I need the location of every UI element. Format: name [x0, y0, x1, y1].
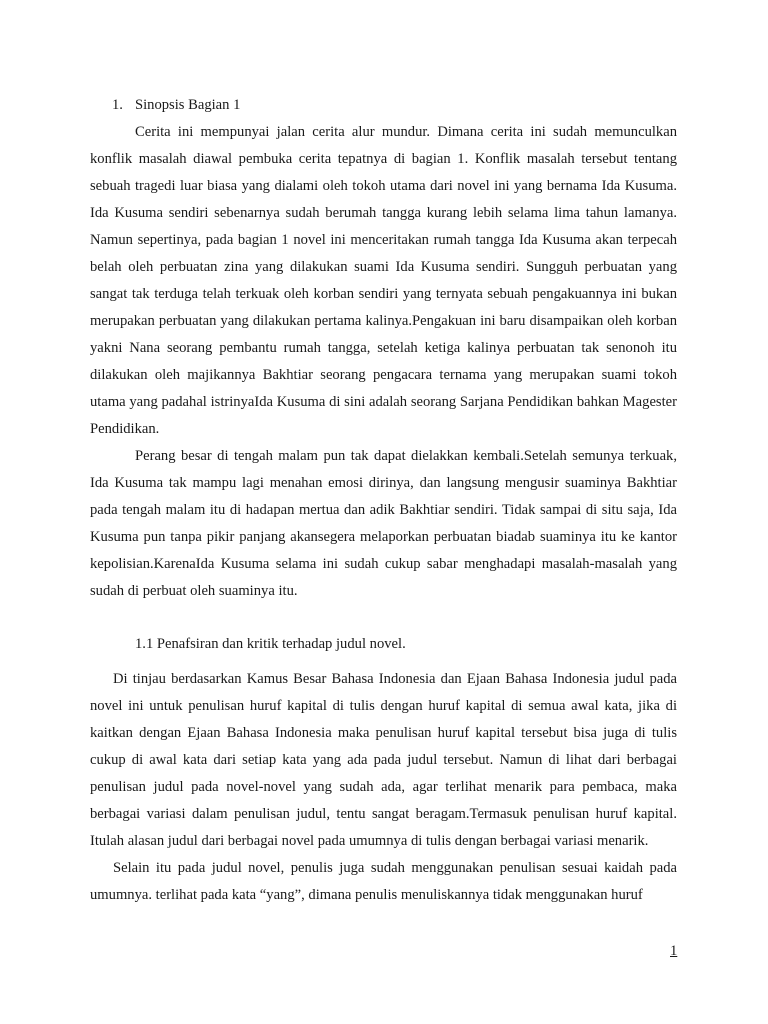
- subsection-heading: 1.1 Penafsiran dan kritik terhadap judul novel.: [135, 636, 406, 652]
- critique-paragraph-2: Selain itu pada judul novel, penulis juga sudah menggunakan penulisan sesuai kaidah pada umumnya. terlihat pada kata “yang”, dimana penulis menuliskannya tidak menggunakan huruf: [90, 860, 677, 903]
- spacer: [90, 658, 677, 666]
- section-heading: [90, 92, 677, 119]
- section-number: 1.: [112, 97, 123, 113]
- page-number: 1: [670, 943, 678, 959]
- critique-paragraph-1: Di tinjau berdasarkan Kamus Besar Bahasa Indonesia dan Ejaan Bahasa Indonesia judul pada novel ini untuk penulisan huruf kapital di tulis dengan huruf kapital di semua awal kata, jika di kaitkan dengan Ejaan Bahasa Indonesia maka penulisan huruf kapital tersebut bisa juga di tulis cukup di awal kata dari setiap kata yang ada pada judul tersebut. Namun di lihat dari berbagai penulisan judul pada novel-novel yang sudah ada, agar terlihat menarik para pembaca, maka berbagai variasi dalam penulisan judul, tentu sangat beragam.Termasuk penulisan huruf kapital. Itulah alasan judul dari berbagai novel pada umumnya di tulis dengan berbagai variasi menarik.: [90, 671, 677, 849]
- synopsis-paragraph-2: Perang besar di tengah malam pun tak dapat dielakkan kembali.Setelah semunya terkuak, Ida Kusuma tak mampu lagi menahan emosi dirinya, dan langsung mengusir suaminya Bakhtiar pada tengah malam itu di hadapan mertua dan adik Bakhtiar sendiri. Tidak sampai di situ saja, Ida Kusuma pun tanpa pikir panjang akansegera melaporkan perbuatan biadab suaminya itu ke kantor kepolisian.KarenaIda Kusuma selama ini sudah cukup sabar menghadapi masalah-masalah yang sudah di perbuat oleh suaminya itu.: [90, 448, 677, 599]
- section-title: Sinopsis Bagian 1: [135, 97, 241, 113]
- document-page: [90, 92, 677, 909]
- spacer: [90, 605, 677, 631]
- synopsis-paragraph-1: Cerita ini mempunyai jalan cerita alur mundur. Dimana cerita ini sudah memunculkan konflik masalah diawal pembuka cerita tepatnya di bagian 1. Konflik masalah tersebut tentang sebuah tragedi luar biasa yang dialami oleh tokoh utama dari novel ini yang bernama Ida Kusuma. Ida Kusuma sendiri sebenarnya sudah berumah tangga kurang lebih selama lima tahun lamanya. Namun sepertinya, pada bagian 1 novel ini menceritakan rumah tangga Ida Kusuma akan terpecah belah oleh perbuatan zina yang dilakukan suami Ida Kusuma sendiri. Sungguh perbuatan yang sangat tak terduga telah terkuak oleh korban sendiri yang ternyata sebuah pengakuannya ini bukan merupakan perbuatan yang dilakukan pertama kalinya.Pengakuan ini baru disampaikan oleh korban yakni Nana seorang pembantu rumah tangga, setelah ketiga kalinya perbuatan tak senonoh itu dilakukan oleh majikannya Bakhtiar seorang pengacara ternama yang merupakan suami tokoh utama yang padahal istrinyaIda Kusuma di sini adalah seorang Sarjana Pendidikan bahkan Magester Pendidikan.: [90, 124, 677, 437]
